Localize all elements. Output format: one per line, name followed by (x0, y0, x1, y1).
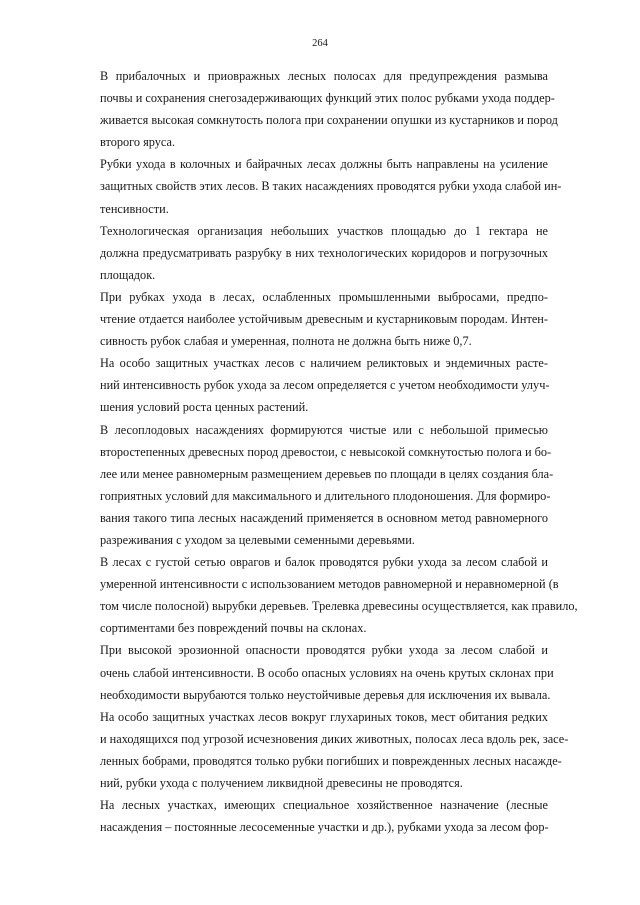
text-line: умеренной интенсивности с использованием методов равномерной и неравномерной (в (100, 577, 559, 592)
text-line: сивность рубок слабая и умеренная, полнота не должна быть ниже 0,7. (100, 334, 472, 349)
text-line: Рубки ухода в колочных и байрачных лесах должны быть направлены на усиление (100, 157, 548, 172)
text-line: лее или менее равномерным размещением деревьев по площади в целях создания бла- (100, 466, 554, 481)
paragraph (62, 706, 569, 794)
text-line: чтение отдается наиболее устойчивым древесным и кустарниковым породам. Интен- (100, 312, 548, 327)
text-line: том числе полосной) вырубки деревьев. Трелевка древесины осуществляется, как правило, (100, 599, 578, 614)
text-line: ний, рубки ухода с получением ликвидной древесины не проводятся. (100, 776, 463, 790)
text-line: разреживания с уходом за целевыми семенными деревьями. (100, 532, 415, 547)
text-line: тенсивности. (100, 201, 169, 216)
paragraph (62, 794, 548, 838)
text-line: ний интенсивность рубок ухода за лесом определяется с учетом необходимости улуч- (100, 378, 550, 393)
text-line: В лесах с густой сетью оврагов и балок проводятся рубки ухода за лесом слабой и (100, 555, 548, 570)
text-line: При высокой эрозионной опасности проводятся рубки ухода за лесом слабой и (100, 643, 548, 658)
text-line: При рубках ухода в лесах, ослабленных промышленными выбросами, предпо- (100, 289, 548, 304)
text-line: защитных свойств этих лесов. В таких насаждениях проводятся рубки ухода слабой ин- (100, 179, 562, 194)
paragraph (62, 286, 548, 352)
text-line: и находящихся под угрозой исчезновения диких животных, полосах леса вдоль рек, засе- (100, 731, 569, 746)
text-line: вания такого типа лесных насаждений применяется в основном метод равномерного (100, 510, 548, 525)
text-line: должна предусматривать разрубку в них технологических коридоров и погрузочных (100, 245, 548, 260)
paragraph (62, 352, 548, 418)
paragraph (62, 220, 548, 286)
text-line: На особо защитных участках лесов вокруг глухариных токов, мест обитания редких (100, 709, 548, 724)
text-line: очень слабой интенсивности. В особо опасных условиях на очень крутых склонах при (100, 665, 554, 680)
text-line: живается высокая сомкнутость полога при сохранении опушки из кустарников и пород (100, 113, 558, 128)
paragraph (62, 551, 578, 639)
document-body (62, 65, 578, 838)
text-line: ленных бобрами, проводятся только рубки погибших и поврежденных лесных насажде- (100, 753, 562, 768)
text-line: На лесных участках, имеющих специальное хозяйственное назначение (лесные (100, 798, 548, 813)
text-line: В лесоплодовых насаждениях формируются чистые или с небольшой примесью (100, 422, 548, 437)
text-line: сортиментами без повреждений почвы на склонах. (100, 621, 367, 636)
text-line: почвы и сохранения снегозадерживающих функций этих полос рубками ухода поддер- (100, 91, 555, 106)
text-line: второстепенных древесных пород древостои, с невысокой сомкнутостью полога и бо- (100, 444, 552, 459)
paragraph (62, 65, 558, 153)
text-line: В прибалочных и приовражных лесных полосах для предупреждения размыва (100, 69, 548, 83)
text-line: На особо защитных участках лесов с наличием реликтовых и эндемичных расте- (100, 356, 548, 371)
text-line: необходимости вырубаются только неустойчивые деревья для исключения их вывала. (100, 687, 551, 702)
text-line: гоприятных условий для максимального и длительного плодоношения. Для формиро- (100, 488, 551, 503)
text-line: площадок. (100, 267, 156, 282)
paragraph (62, 639, 554, 705)
text-line: Технологическая организация небольших участков площадью до 1 гектара не (100, 223, 548, 238)
page-number: 264 (312, 38, 328, 49)
text-line: шения условий роста ценных растений. (100, 400, 309, 415)
text-line: второго яруса. (100, 135, 176, 150)
paragraph (62, 419, 554, 552)
text-line: насаждения – постоянные лесосеменные участки и др.), рубками ухода за лесом фор- (100, 820, 549, 835)
paragraph (62, 153, 562, 219)
